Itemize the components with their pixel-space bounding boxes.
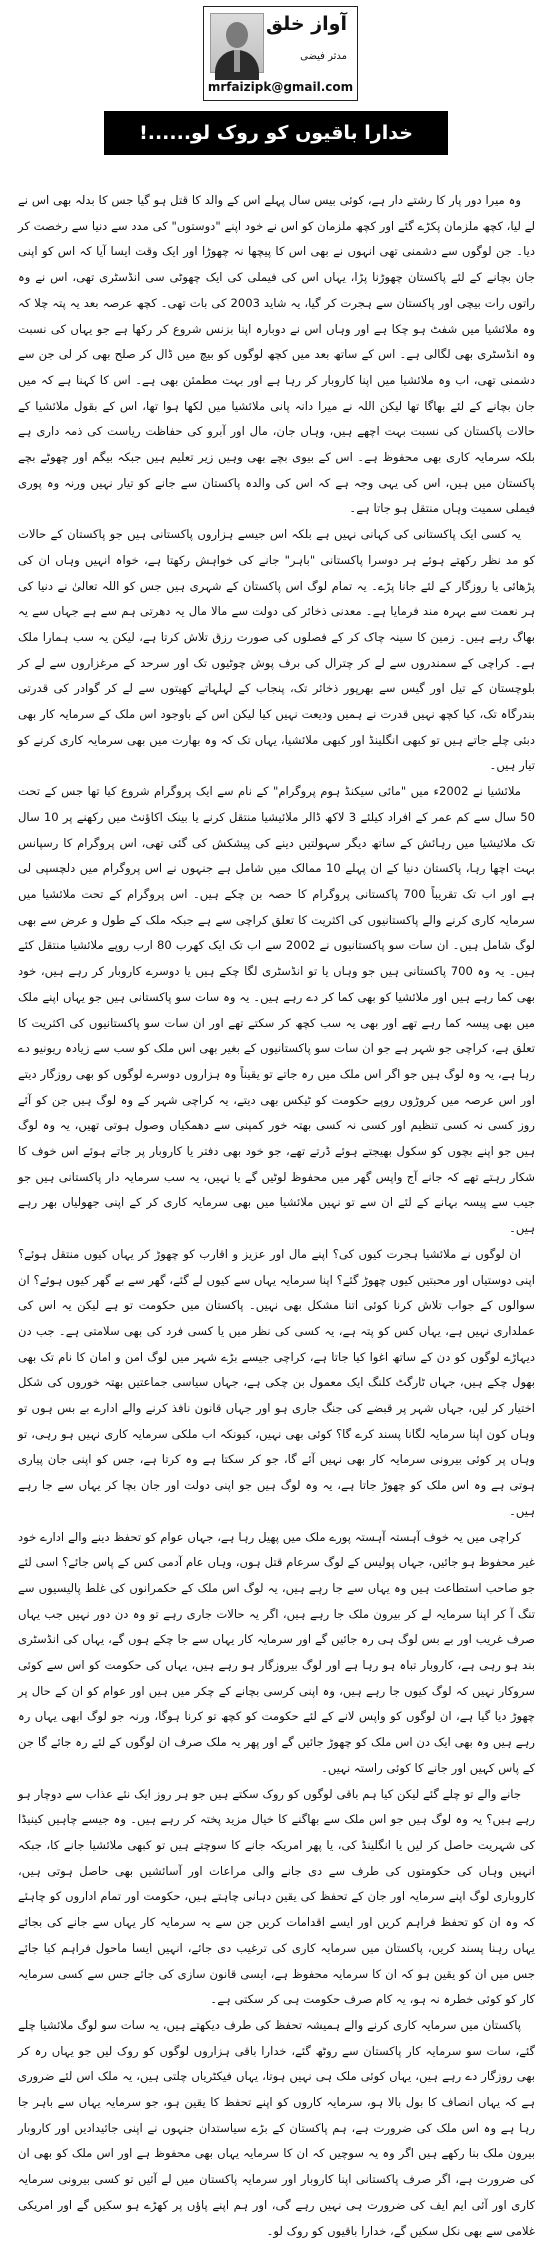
paragraph: کراچی میں یہ خوف آہستہ آہستہ پورے ملک میں پھیل رہا ہے، جہاں عوام کو تحفظ دینے والے ادارے خود غیر محفوظ ہو جائیں، جہاں پولیس کے لوگ سرعام قتل ہوں، وہاں عام آدمی کس کے پاس جائے؟ اسی لئے جو صاحب استطاعت ہیں وہ یہاں سے جا رہے ہیں، یہ لوگ اس ملک کے حکمرانوں کی غلط پالیسیوں سے تنگ آ کر اپنا سرمایہ لے کر بیرون ملک جا رہے ہیں، اگر یہ حالات جاری رہے تو وہ دن دور نہیں جب یہاں صرف غریب اور بے بس لوگ ہی رہ جائیں گے اور سرمایہ کار یہاں سے جا چکے ہوں گے، یہاں کی انڈسٹری بند ہو رہی ہے، کاروبار تباہ ہو رہا ہے اور لوگ بیروزگار ہو رہے ہیں، یہاں کی حکومت کو اس سے کوئی سروکار نہیں کہ لوگ کیوں جا رہے ہیں، وہ اپنی کرسی بچانے کے چکر میں ہیں اور عوام کو ان کے حال پر چھوڑ دیا گیا ہے، ان لوگوں کو واپس لانے کے لئے حکومت کو کچھ تو کرنا ہوگا، ورنہ جو لوگ ابھی یہاں رہ رہے ہیں وہ بھی ایک دن اس ملک کو چھوڑ جائیں گے اور پھر یہ ملک صرف ان لوگوں کے لئے رہ جائے گا جن کے پاس کہیں اور جانے کا کوئی راستہ نہیں۔ <box>18 1529 535 1775</box>
paragraph: یہ کسی ایک پاکستانی کی کہانی نہیں ہے بلکہ اس جیسے ہزاروں پاکستانی ہیں جو پاکستان کے حالات کو مد نظر رکھتے ہوئے ہر دوسرا پاکستانی "باہر" جانے کی خواہش رکھتا ہے، خواہ انہیں وہاں ان کی پڑھائی یا روزگار کے لئے جانا پڑے۔ یہ تمام لوگ اس پاکستان کے شہری ہیں جس کو اللہ تعالیٰ نے دنیا کی ہر نعمت سے بہرہ مند فرمایا ہے۔ معدنی ذخائر کی دولت سے مالا مال یہ دھرتی ہم سے ہے جہاں سے یہ بھاگ رہے ہیں۔ زمین کا سینہ چاک کر کے فصلوں کی صورت رزق تلاش کرتا ہے، لیکن یہ سب ہمارا ملک ہے۔ کراچی کے سمندروں سے لے کر چترال کی برف پوش چوٹیوں تک اور سرحد کے مرغزاروں سے لے کر بلوچستان کے تیل اور گیس سے بھرپور ذخائر تک، پنجاب کے لہلہاتے کھیتوں سے لے کر گوادر کی قدرتی بندرگاہ تک، کیا کچھ نہیں قدرت نے ہمیں ودیعت نہیں کیا لیکن اس کے باوجود اس ملک کے سرمایہ کار بھی دبئی چلے جاتے ہیں تو کبھی انگلینڈ اور کبھی ملائشیا، یہاں تک کہ وہ بھارت میں بھی سرمایہ کاری کرنے کو تیار ہیں۔ <box>18 527 535 773</box>
column-header <box>203 6 358 101</box>
paragraph: پاکستان میں سرمایہ کاری کرنے والے ہمیشہ تحفظ کی طرف دیکھتے ہیں، یہ سات سو لوگ ملائشیا چلے گئے، سات سو سرمایہ کار پاکستان سے روٹھ گئے، خدارا باقی ہزاروں لوگوں کو روک لیں جو یہاں رہ کر بھی روزگار دے رہے ہیں، یہاں کوئی ملک ہی نہیں ہوتا، یہاں فیکٹریاں چلتی ہیں، یہ ملک اس لئے ضروری ہے کہ یہاں انصاف کا بول بالا ہو، سرمایہ کاروں کو اپنے تحفظ کا یقین ہو، جو سرمایہ یہاں سے باہر جا رہا ہے وہ اس ملک کی ضرورت ہے، ہم پاکستان کے بڑے سیاستدان جنہوں نے اپنی جائیدادیں اور کاروبار بیرون ملک بنا رکھے ہیں اگر وہ یہ سوچیں کہ ان کا سرمایہ یہاں بھی محفوظ ہے اور اس ملک کو بھی ان کی ضرورت ہے، اگر صرف پاکستانی اپنا کاروبار اور سرمایہ پاکستان میں لے آئیں تو کسی بیرونی سرمایہ کاری اور آئی ایم ایف کی ضرورت ہی نہیں رہے گی، اور ہم اپنے پاؤں پر کھڑے ہو سکیں گے اور امریکی غلامی سے بھی نکل سکیں گے، خدارا باقیوں کو روک لو۔ <box>18 2017 535 2238</box>
paragraph: جانے والے تو چلے گئے لیکن کیا ہم باقی لوگوں کو روک سکتے ہیں جو ہر روز ایک نئے عذاب سے دوچار ہو رہے ہیں؟ یہ وہ لوگ ہیں جو اس ملک سے بھاگنے کا خیال مزید پختہ کر رہے ہیں۔ وہ جیسے چاہیں کینیڈا کی شہریت حاصل کر لیں یا انگلینڈ کی، یا پھر امریکہ جانے کا سوچتے ہیں تو کبھی ملائشیا جانے کا، جبکہ انہیں وہاں کی حکومتوں کی طرف سے دی جانے والی مراعات اور آسائشیں بھی حاصل ہوتی ہیں، کاروباری لوگ اپنے سرمایہ اور جان کے تحفظ کی یقین دہانی چاہتے ہیں، حکومت اور تمام اداروں کو چاہئے کہ وہ ان کو تحفظ فراہم کریں اور ایسے اقدامات کریں جن سے یہ سرمایہ کار یہاں سے جانے کی بجائے یہاں رہنا پسند کریں، پاکستان میں سرمایہ کاری کی ترغیب دی جائے، انہیں ایسا ماحول فراہم کیا جائے جس میں ان کو یقین ہو کہ ان کا سرمایہ محفوظ ہے، ایسی قانون سازی کی جائے جس سے کسی سرمایہ کار کو کوئی خطرہ نہ ہو، یہ کام صرف حکومت ہی کر سکتی ہے۔ <box>18 1786 535 2007</box>
article-body <box>18 188 536 2238</box>
author-photo <box>210 13 264 73</box>
author-name: مدثر فیضی <box>300 51 347 62</box>
paragraph: ملائشیا نے 2002ء میں "مائی سیکنڈ ہوم پروگرام" کے نام سے ایک پروگرام شروع کیا تھا جس کے تحت 50 سال سے کم عمر کے افراد کیلئے 3 لاکھ ڈالر ملائیشیا منتقل کرنے یا بینک اکاؤنٹ میں رکھنے پر 10 سال تک ملائیشیا میں رہائش کے ساتھ دیگر سہولتیں دینے کی پیشکش کی گئی تھی، اس پروگرام کا رسپانس بہت اچھا رہا، پاکستان دنیا کے ان پہلے 10 ممالک میں شامل ہے جنہوں نے اس پروگرام میں دلچسپی لی ہے اور اب تک تقریباً 700 پاکستانی پروگرام کا حصہ بن چکے ہیں۔ اس پروگرام کے تحت ملائشیا میں سرمایہ کاری کرنے والے پاکستانیوں کی اکثریت کا تعلق کراچی سے ہے جبکہ ملک کے طول و عرض سے بھی لوگ شامل ہیں۔ ان سات سو پاکستانیوں نے 2002 سے اب تک ایک کھرب 80 ارب روپے ملائشیا منتقل کئے ہیں۔ یہ وہ 700 پاکستانی ہیں جو وہاں یا تو انڈسٹری لگا چکے ہیں یا دوسرے کاروبار کر رہے ہیں، خود بھی کما رہے ہیں اور ملائشیا کو بھی کما کر دے رہے ہیں۔ یہ وہ سات سو پاکستانی ہیں جو یہاں اپنے ملک میں بھی پیسہ کما رہے تھے اور بھی یہ سب کچھ کر سکتے تھے اور ان سات سو پاکستانیوں کی اکثریت کا تعلق ہے، کراچی جو شہر ہے جو ان سات سو پاکستانیوں کے بغیر بھی اس ملک کو سب سے زیادہ ریونیو دے رہا ہے، یہ وہ لوگ ہیں جو اگر اس ملک میں رہ جاتے تو یقیناً وہ ہزاروں دوسرے لوگوں کو بھی روزگار دیتے اور اس عرصہ میں کروڑوں روپے حکومت کو ٹیکس بھی دیتے، یہ کراچی شہر کے وہ لوگ ہیں جن کو آئے روز کسی نہ کسی تنظیم اور کسی نہ کسی بھتہ خور کمپنی سے دھمکیاں وصول ہوتی تھیں، یہ وہ لوگ ہیں جو اپنے بچوں کو سکول بھیجتے ہوئے ڈرتے تھے، جو خود بھی دفتر یا کاروبار پر جاتے ہوئے اس خوف کا شکار رہتے تھے کہ جانے آج واپس گھر میں محفوظ لوٹیں گے یا نہیں، یہ سب سرمایہ دار پاکستانی ہیں جو جیب سے پیسہ بہانے کے لئے ان سے تو نہیں ملائشیا میں بھی سرمایہ کاری کر کے اپنی جھولیاں بھر رہے ہیں۔ <box>18 784 536 1236</box>
article-title: خدارا باقیوں کو روک لو......! <box>104 111 448 155</box>
author-email: mrfaizipk@gmail.com <box>207 80 354 94</box>
column-name: آواز خلق <box>266 13 347 35</box>
paragraph: وہ میرا دور پار کا رشتے دار ہے، کوئی بیس سال پہلے اس کے والد کا قتل ہو گیا جس کا بدلہ بھی اس نے لے لیا، کچھ ملزمان پکڑے گئے اور کچھ ملزمان کو اس نے خود اپنے "دوستوں" کی مدد سے دنیا سے رخصت کر دیا۔ جن لوگوں سے دشمنی تھی انہوں نے بھی اس کا پیچھا نہ چھوڑا اور ایک وقت ایسا آیا کہ اس کو اپنی جان بچانے کے لئے پاکستان چھوڑنا پڑا، یہاں اس کی فیملی کی ایک چھوٹی سی انڈسٹری تھی، اس نے وہ راتوں رات بیچی اور پاکستان سے ہجرت کر گیا، یہ شاید 2003 کی بات تھی۔ کچھ عرصہ بعد یہ پتہ چلا کہ وہ ملائشیا میں شفٹ ہو چکا ہے اور وہاں اس نے دوبارہ اپنا بزنس شروع کر رکھا ہے جو یہاں کی نسبت وہ انڈسٹری بھی لگالی ہے۔ اس کے ساتھ بعد میں کچھ لوگوں کو بیچ میں ڈال کر صلح بھی کر لی جن سے دشمنی تھی، اب وہ ملائشیا میں اپنا کاروبار کر رہا ہے اور بہت مطمئن بھی ہے۔ اس کا کہنا ہے کہ میں جان بچانے کے لئے بھاگا تھا لیکن اللہ نے میرا دانہ پانی ملائشیا میں لکھا ہوا تھا، اس کے بقول ملائشیا کے حالات پاکستان کی نسبت بہت اچھے ہیں، وہاں جان، مال اور آبرو کی حفاظت ریاست کی ذمہ داری ہے بلکہ سرمایہ کاری بھی محفوظ ہے۔ اس کے بیوی بچے بھی وہیں زیر تعلیم ہیں جبکہ بیگم اور چھوٹے بچے پاکستان میں ہیں، اس کی یہی وجہ ہے کہ اس کی والدہ پاکستان سے جانے کو تیار نہیں ورنہ وہ پوری فیملی سمیت وہاں منتقل ہو جاتا ہے۔ <box>18 193 536 516</box>
paragraph: ان لوگوں نے ملائشیا ہجرت کیوں کی؟ اپنے مال اور عزیز و اقارب کو چھوڑ کر یہاں کیوں منتقل ہوئے؟ اپنی دوستیاں اور محبتیں کیوں چھوڑ گئے؟ اپنا سرمایہ یہاں سے کیوں لے گئے، گھر سے بے گھر کیوں ہوئے؟ ان سوالوں کے جواب تلاش کرنا کوئی اتنا مشکل بھی نہیں۔ پاکستان میں حکومت تو ہے لیکن یہ اس کی عملداری نہیں ہے، یہاں کس کو پتہ ہے، یہ کسی کی نظر میں یا کسی فرد کی بھی سلامتی ہے۔ جب دن دیہاڑے لوگوں کو دن کے ساتھ اغوا کیا جاتا ہے، کراچی جیسے بڑے شہر میں لوگ امن و امان کا نام تک بھی بھول چکے ہیں، جہاں ٹارگٹ کلنگ ایک معمول بن چکی ہے، جہاں سیاسی جماعتیں بھتہ خوروں کی شکل اختیار کر لیں، جہاں شہر پر قبضے کی جنگ جاری ہو اور جہاں قانون نافذ کرنے والے ادارے بے بس ہوں تو وہاں کون اپنا سرمایہ لگانا پسند کرے گا؟ کوئی بھی نہیں، کیونکہ اب ملکی سرمایہ کاری نہیں ہو رہی، تو وہاں پر کوئی بیرونی سرمایہ کار بھی نہیں آئے گا، جو کر سکتا ہے وہ کرتا ہے، جس کو اپنی جان پیاری ہوتی ہے وہ اس ملک کو چھوڑ جاتا ہے، یہ وہ لوگ ہیں جو اپنی دولت اور جان بچا کر یہاں سے جا رہے ہیں۔ <box>18 1246 535 1518</box>
